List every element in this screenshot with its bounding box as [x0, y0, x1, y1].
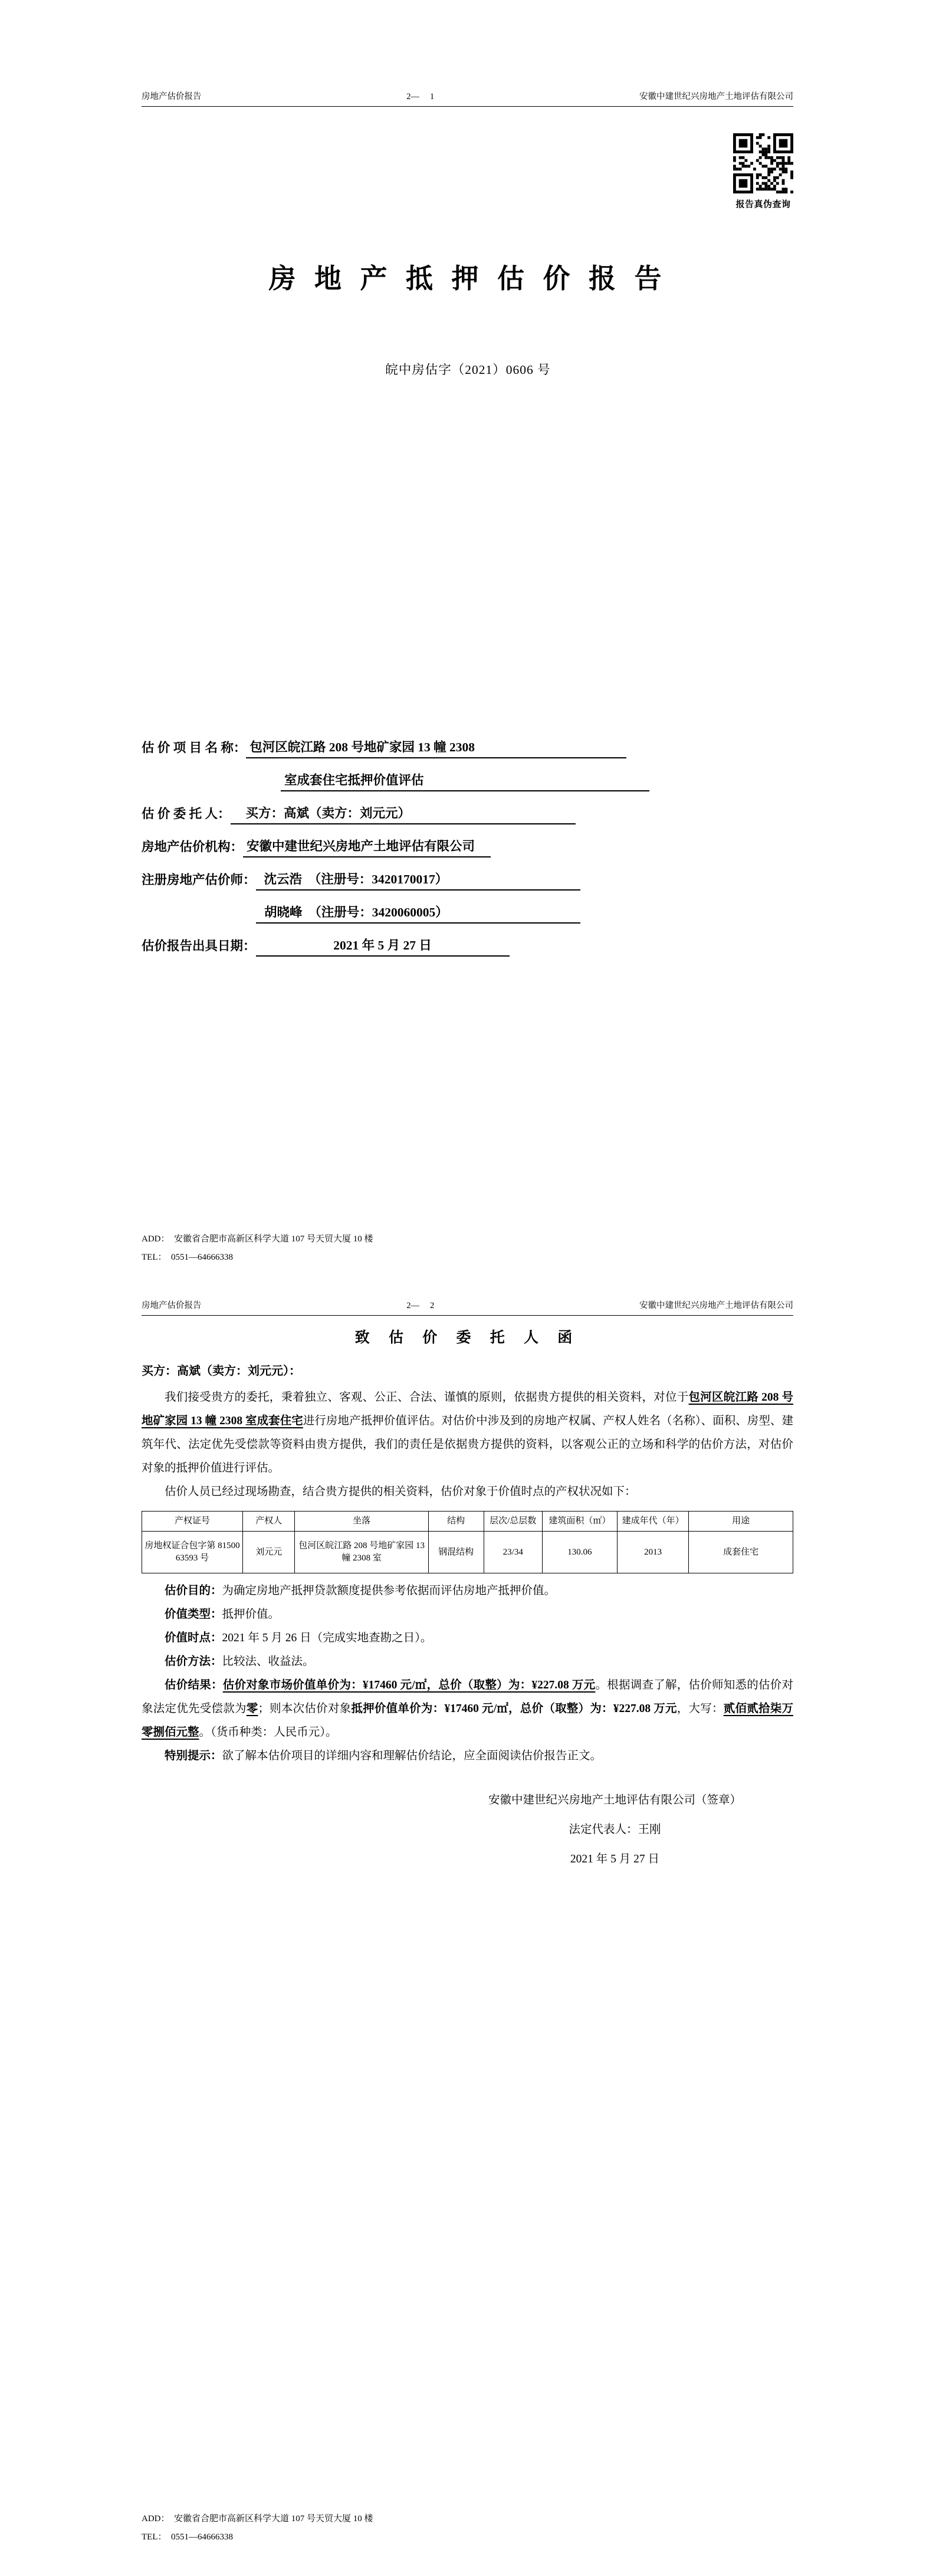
table-row	[142, 1532, 793, 1573]
table-cell-structure: 钢混结构	[428, 1532, 484, 1573]
signature-company: 安徽中建世纪兴房地产土地评估有限公司（签章）	[488, 1794, 741, 1806]
form-row-appraiser-2	[256, 902, 814, 924]
subject-property-highlight: 包河区皖江路 208 号地矿家园 13 幢 2308 室成套住宅	[142, 1391, 793, 1427]
appraiser-label: 注册房地产估价师：	[142, 873, 256, 887]
table-cell-year: 2013	[617, 1532, 688, 1573]
text-segment: ；则本次估价对象	[258, 1703, 352, 1715]
text-segment: 2021 年 5 月 26 日（完成实地查勘之日）。	[222, 1632, 432, 1644]
project-name-value-line1: 包河区皖江路 208 号地矿家园 13 幢 2308	[246, 737, 626, 758]
item-label: 特别提示：	[165, 1750, 222, 1762]
table-header-cell: 产权证号	[142, 1512, 243, 1532]
text-segment: 。（货币种类：人民币元）。	[199, 1726, 337, 1739]
signature-date: 2021 年 5 月 27 日	[570, 1853, 660, 1865]
item-label: 估价方法：	[165, 1655, 222, 1668]
table-header-cell: 建成年代（年）	[617, 1512, 688, 1532]
page1-running-footer	[142, 1230, 793, 1267]
header-page-number: 2— 2	[406, 1301, 435, 1310]
text-segment: ，大写：	[676, 1703, 724, 1715]
agency-value: 安徽中建世纪兴房地产土地评估有限公司	[243, 836, 491, 857]
letter-to-client-page	[0, 1286, 936, 2576]
header-page-number: 2— 1	[406, 92, 435, 101]
item-label: 估价结果：	[165, 1679, 223, 1691]
header-company-name: 安徽中建世纪兴房地产土地评估有限公司	[639, 92, 793, 101]
item-result	[142, 1674, 793, 1744]
project-name-label: 估 价 项 目 名 称：	[142, 741, 247, 755]
item-method	[142, 1650, 793, 1674]
appraiser-2-value: 胡晓峰 （注册号：3420060005）	[256, 902, 580, 924]
table-header-cell: 建筑面积（㎡）	[542, 1512, 617, 1532]
letter-paragraph-1	[142, 1386, 793, 1480]
footer-address: ADD： 安徽省合肥市高新区科学大道 107 号天贸大厦 10 楼	[142, 2514, 373, 2524]
form-row-issue-date	[142, 935, 814, 957]
text-segment: 比较法、收益法。	[222, 1655, 314, 1668]
page2-running-footer	[142, 2510, 793, 2547]
appraiser-1-value: 沈云浩 （注册号：3420170017）	[256, 869, 580, 891]
text-segment: 欲了解本估价项目的详细内容和理解估价结论，应全面阅读估价报告正文。	[222, 1750, 602, 1762]
table-cell-floor: 23/34	[484, 1532, 542, 1573]
signature-block	[488, 1786, 741, 1874]
issue-date-value: 2021 年 5 月 27 日	[256, 935, 510, 957]
property-rights-table	[142, 1511, 793, 1573]
text-segment: 抵押价值。	[222, 1608, 280, 1621]
report-doc-number: 皖中房估字（2021）0606 号	[385, 363, 551, 377]
letter-title: 致 估 价 委 托 人 函	[354, 1330, 580, 1346]
table-cell-cert-no: 房地权证合包字第 8150063593 号	[142, 1532, 243, 1573]
page2-running-header	[142, 1299, 793, 1316]
table-header-cell: 结构	[428, 1512, 484, 1532]
zero-highlight: 零	[246, 1703, 258, 1715]
text-segment: 为确定房地产抵押贷款额度提供参考依据而评估房地产抵押价值。	[222, 1585, 556, 1597]
footer-address: ADD： 安徽省合肥市高新区科学大道 107 号天贸大厦 10 楼	[142, 1234, 373, 1244]
footer-tel: TEL： 0551—64666338	[142, 2532, 233, 2542]
table-header-row	[142, 1512, 793, 1532]
project-name-value-line2: 室成套住宅抵押价值评估	[281, 770, 649, 791]
page1-running-header	[142, 90, 793, 107]
text-segment: 。根据调查了解，估价师知悉的估价对象法定优先受偿款为	[142, 1679, 793, 1715]
client-value: 买方：高斌（卖方：刘元元）	[231, 803, 576, 824]
footer-tel: TEL： 0551—64666338	[142, 1253, 233, 1262]
amount-in-words-highlight: 贰佰贰拾柒万零捌佰元整	[142, 1703, 793, 1739]
item-purpose	[142, 1579, 793, 1603]
form-row-project-cont	[281, 770, 814, 791]
signature-legal-rep: 法定代表人：王刚	[569, 1823, 661, 1836]
item-label: 价值时点：	[165, 1632, 222, 1644]
form-row-project	[142, 737, 814, 758]
table-header-cell: 用途	[689, 1512, 793, 1532]
header-doc-name: 房地产估价报告	[142, 92, 202, 101]
client-label: 估 价 委 托 人：	[142, 807, 231, 821]
header-company-name: 安徽中建世纪兴房地产土地评估有限公司	[639, 1301, 793, 1310]
market-value-highlight: 估价对象市场价值单价为：¥17460 元/㎡，总价（取整）为：¥227.08 万元	[222, 1679, 596, 1691]
item-special-note	[142, 1744, 793, 1768]
header-doc-name: 房地产估价报告	[142, 1301, 202, 1310]
item-label: 估价目的：	[165, 1585, 222, 1597]
table-header-cell: 坐落	[295, 1512, 428, 1532]
report-cover-page	[0, 0, 936, 1286]
qr-verification-block	[733, 133, 794, 210]
item-value-type	[142, 1603, 793, 1627]
letter-addressee: 买方：高斌（卖方：刘元元）：	[142, 1365, 301, 1378]
form-row-agency	[142, 836, 814, 857]
report-title: 房 地 产 抵 押 估 价 报 告	[268, 264, 668, 294]
table-cell-use: 成套住宅	[689, 1532, 793, 1573]
table-cell-owner: 刘元元	[243, 1532, 295, 1573]
issue-date-label: 估价报告出具日期：	[142, 939, 256, 953]
mortgage-value-highlight: 抵押价值单价为：¥17460 元/㎡，总价（取整）为：¥227.08 万元	[351, 1703, 677, 1715]
item-label: 价值类型：	[165, 1608, 222, 1621]
cover-form	[142, 737, 814, 968]
text-segment: 进行房地产抵押价值评估。对估价中涉及到的房地产权属、产权人姓名（名称）、面积、房型、建筑年代、法定优先受偿款等资料由贵方提供，我们的责任是依据贵方提供的资料，以客观公正的立场和科学的估价方法，对估价对象的抵押价值进行评估。	[142, 1415, 793, 1474]
table-cell-location: 包河区皖江路 208 号地矿家园 13 幢 2308 室	[295, 1532, 428, 1573]
qr-code-icon	[733, 133, 793, 193]
form-row-client	[142, 803, 814, 824]
text-segment: 我们接受贵方的委托，秉着独立、客观、公正、合法、谨慎的原则，依据贵方提供的相关资料，对位于	[165, 1391, 689, 1404]
table-header-cell: 产权人	[243, 1512, 295, 1532]
letter-body	[142, 1323, 793, 1874]
form-row-appraiser-1	[142, 869, 814, 891]
qr-caption: 报告真伪查询	[735, 200, 791, 209]
item-value-date	[142, 1627, 793, 1650]
table-cell-area: 130.06	[542, 1532, 617, 1573]
agency-label: 房地产估价机构：	[142, 840, 244, 854]
letter-paragraph-2: 估价人员已经过现场勘查，结合贵方提供的相关资料，估价对象于价值时点的产权状况如下：	[165, 1486, 636, 1498]
table-header-cell: 层次/总层数	[484, 1512, 542, 1532]
